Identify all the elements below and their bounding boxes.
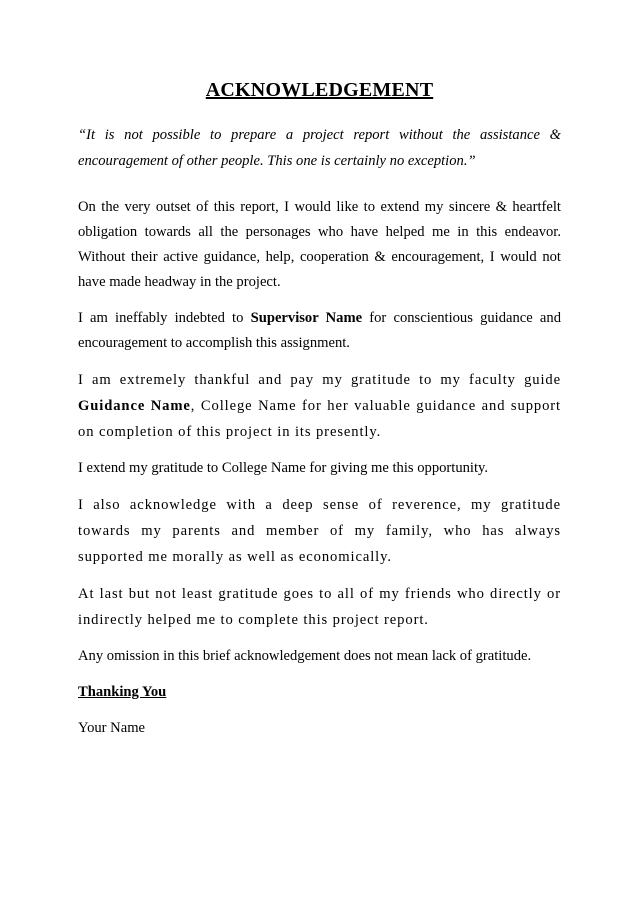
- paragraph-omission: Any omission in this brief acknowledgement does not mean lack of gratitude.: [78, 648, 532, 664]
- opening-quote: “It is not possible to prepare a project report without the assistance & encouragement of other people. This one is certainly no exception.”: [78, 127, 561, 169]
- signoff-name: Your Name: [78, 720, 146, 736]
- guidance-name: Guidance Name: [78, 398, 191, 414]
- paragraph-faculty-guide: [78, 367, 561, 445]
- paragraph-college: I extend my gratitude to College Name for giving me this opportunity.: [78, 460, 489, 476]
- supervisor-name: Supervisor Name: [250, 310, 363, 326]
- acknowledgement-page: [78, 78, 561, 741]
- paragraph-guide-before: I am extremely thankful and pay my gratitude to my faculty guide: [78, 372, 561, 388]
- paragraph-outset: On the very outset of this report, I would like to extend my sincere & heartfelt obligation towards all the personages who have helped me in this endeavor. Without their active guidance, help, cooperation & encouragement, I would not have made headway in the project.: [78, 199, 561, 290]
- page-title: ACKNOWLEDGEMENT: [205, 79, 434, 101]
- paragraph-family: I also acknowledge with a deep sense of reverence, my gratitude towards my parents and member of my family, who has always supported me morally as well as economically.: [78, 497, 561, 565]
- closing-line: Thanking You: [78, 684, 167, 700]
- paragraph-supervisor: [78, 306, 561, 356]
- paragraph-supervisor-before: I am ineffably indebted to: [78, 310, 251, 326]
- paragraph-supervisor-after: for conscientious guidance and encouragement to accomplish this assignment.: [78, 310, 562, 351]
- paragraph-friends: At last but not least gratitude goes to all of my friends who directly or indirectly helped me to complete this project report.: [78, 586, 561, 628]
- paragraph-guide-after: , College Name for her valuable guidance and support on completion of this project in its presently.: [78, 398, 562, 440]
